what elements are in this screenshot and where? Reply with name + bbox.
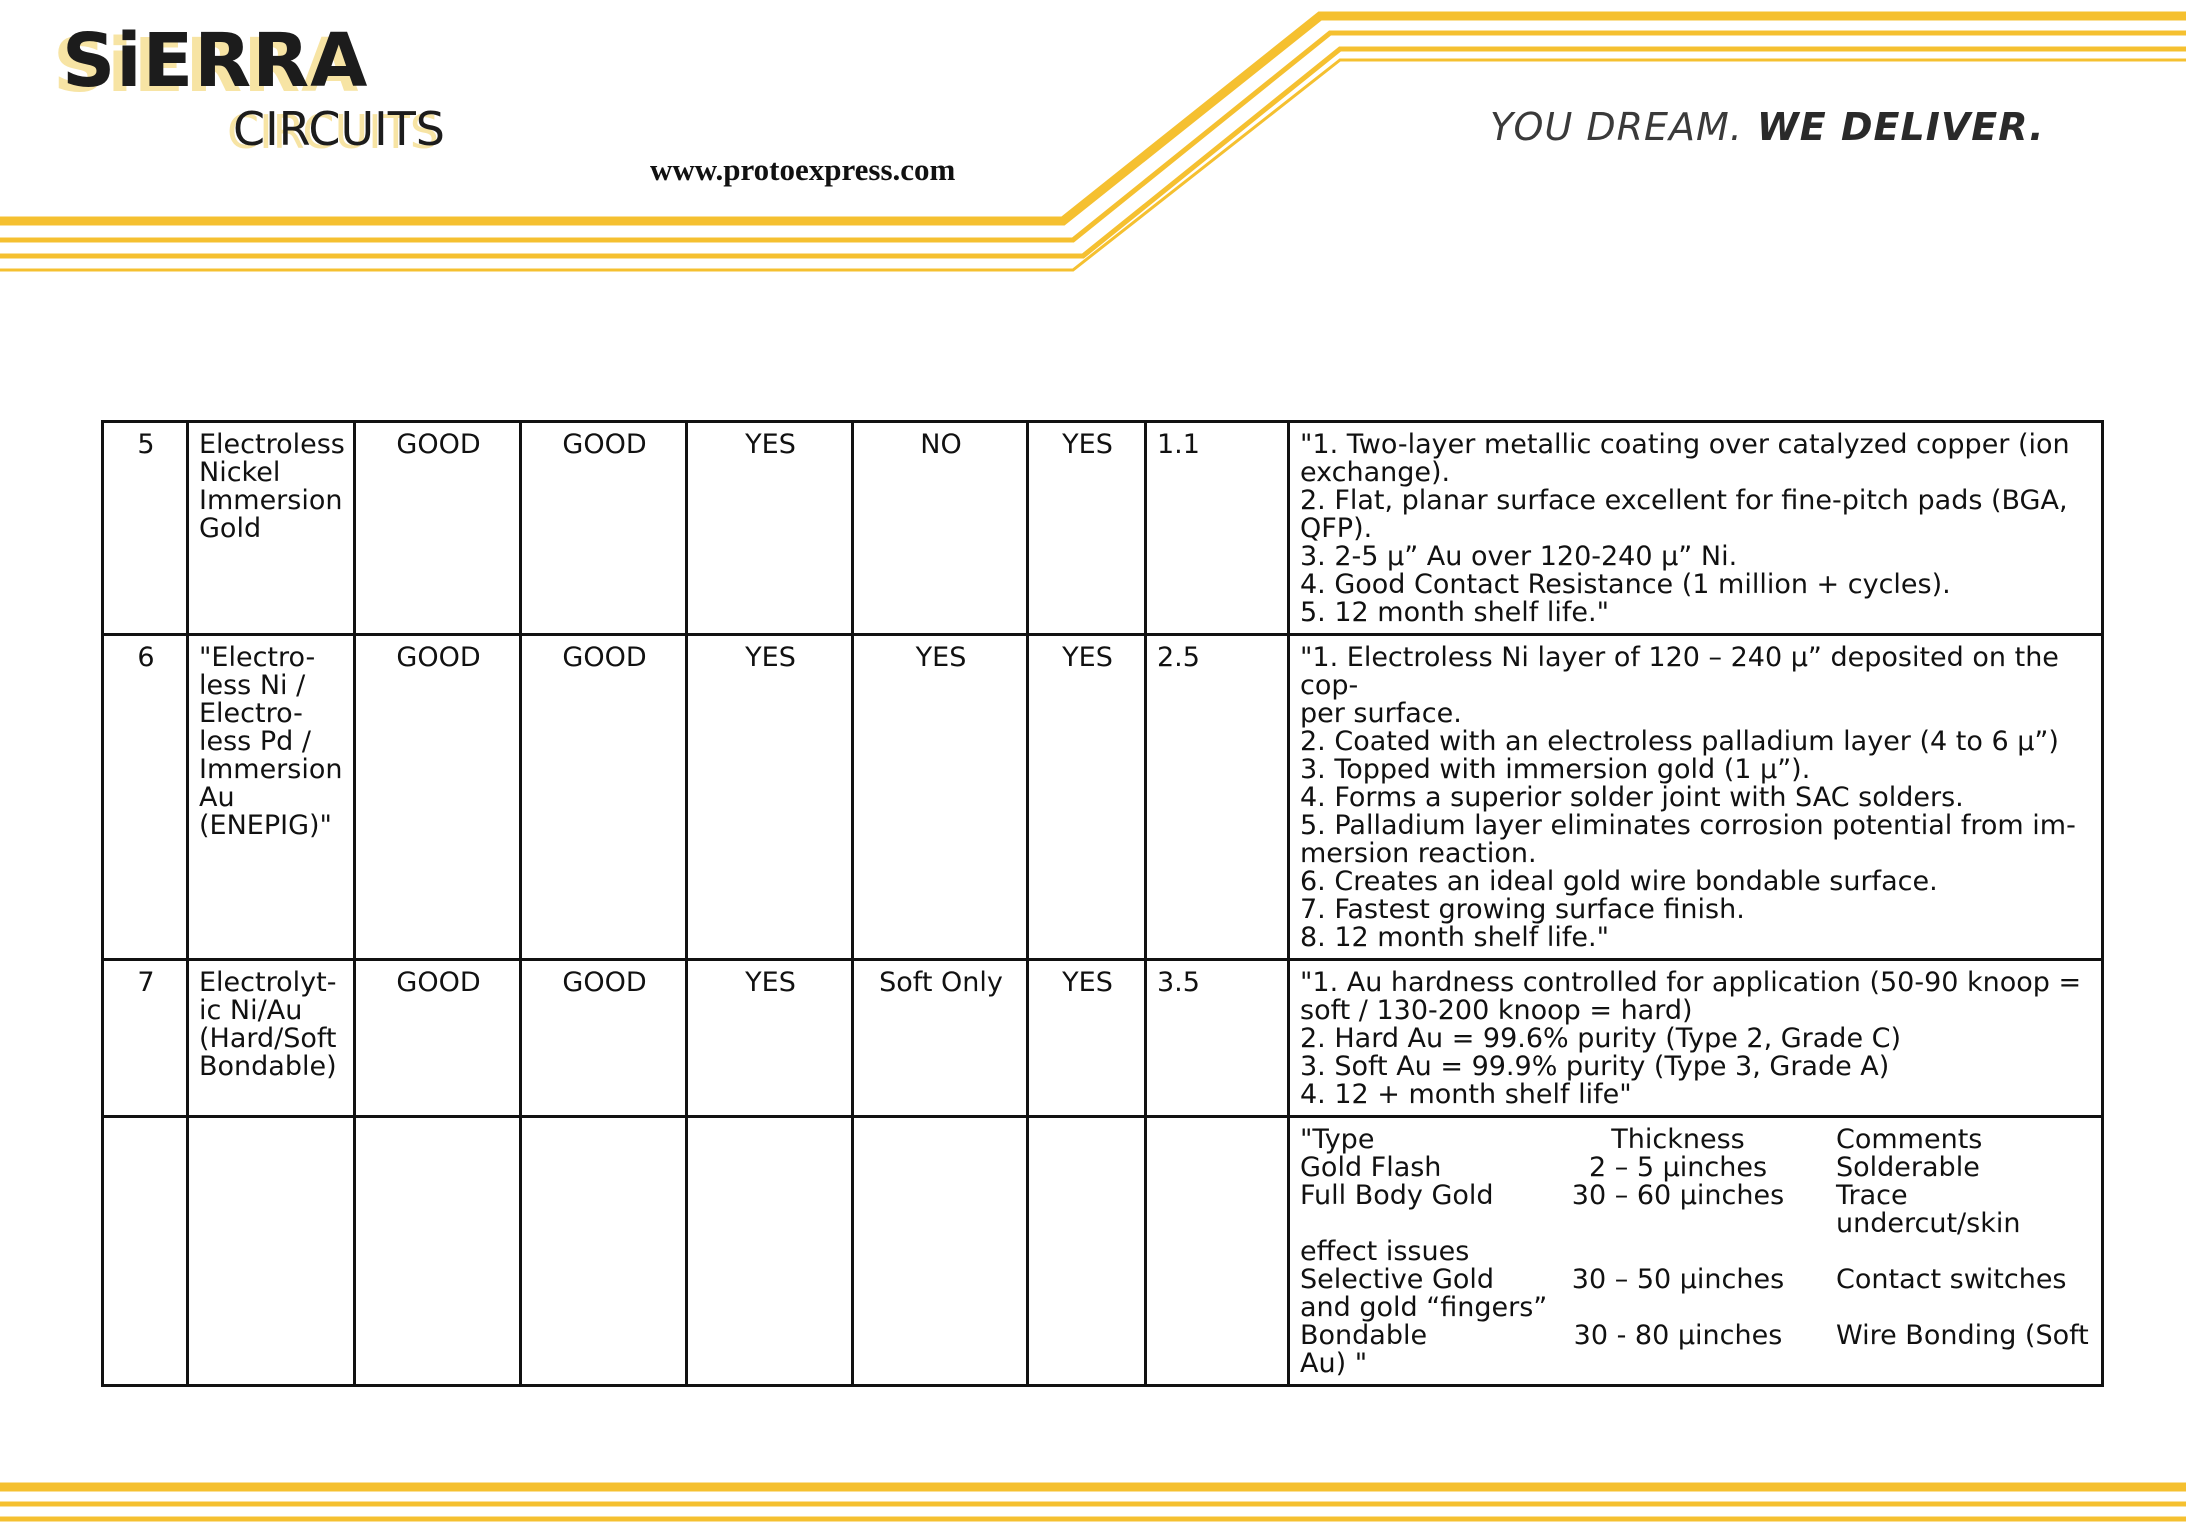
gold-thickness-table [1300, 1126, 2093, 1378]
empty-cell [1146, 1117, 1289, 1386]
gold-thickness: 30 - 80 µinches [1573, 1320, 1783, 1351]
gold-table-row [1300, 1294, 2093, 1322]
gold-type: Full Body Gold [1300, 1180, 1494, 1211]
rating-cell: YES [687, 422, 853, 635]
rating-cell: YES [853, 635, 1028, 960]
rating-cell: GOOD [521, 635, 687, 960]
gold-header-type: "Type [1300, 1124, 1375, 1155]
rating-cell: GOOD [521, 422, 687, 635]
row-number: 5 [103, 422, 188, 635]
logo-circuits-text: CIRCUITS [233, 102, 446, 156]
gold-thickness [1550, 1350, 1806, 1378]
table-row [103, 1117, 2103, 1386]
website-url[interactable]: www.protoexpress.com [650, 152, 956, 187]
rating-cell: GOOD [355, 960, 521, 1117]
notes-cell: "1. Electroless Ni layer of 120 – 240 μ” deposited on the cop- per surface. 2. Coated with an electroless palladium layer (4 to 6 μ”) 3. Topped with immersion gold (1 μ”). 4. Forms a superior solder joint with SAC solders. 5. Palladium layer eliminates corrosion potential from im- mersion reaction. 6. Creates an ideal gold wire bondable surface. 7. Fastest growing surface finish. 8. 12 month shelf life." [1289, 635, 2103, 960]
gold-comment [1806, 1238, 2093, 1266]
gold-table-row [1300, 1350, 2093, 1378]
tagline-part1: YOU DREAM. [1490, 105, 1743, 149]
rating-cell: YES [687, 635, 853, 960]
tagline [1490, 105, 2045, 149]
rating-cell: YES [1028, 422, 1146, 635]
gold-thickness: 30 – 50 µinches [1571, 1264, 1785, 1295]
table-row [103, 422, 2103, 635]
gold-comment: Wire Bonding (Soft [1836, 1320, 2089, 1351]
finish-name: Electroless Nickel Immersion Gold [188, 422, 355, 635]
gold-table-row [1300, 1154, 2093, 1182]
gold-type: Selective Gold [1300, 1264, 1495, 1295]
gold-comment: Trace undercut/skin [1836, 1180, 2021, 1239]
gold-comment [1806, 1350, 2093, 1378]
empty-cell [687, 1117, 853, 1386]
gold-table-row [1300, 1322, 2093, 1350]
cost-cell: 3.5 [1146, 960, 1289, 1117]
empty-cell [1028, 1117, 1146, 1386]
gold-thickness: 2 – 5 µinches [1588, 1152, 1768, 1183]
rating-cell: YES [1028, 635, 1146, 960]
gold-type: effect issues [1300, 1236, 1470, 1267]
gold-comment [1806, 1294, 2093, 1322]
notes-cell: "1. Two-layer metallic coating over catalyzed copper (ion exchange). 2. Flat, planar surface excellent for fine-pitch pads (BGA, QFP). 3. 2-5 μ” Au over 120-240 μ” Ni. 4. Good Contact Resistance (1 million + cycles). 5. 12 month shelf life." [1289, 422, 2103, 635]
rating-cell: NO [853, 422, 1028, 635]
row-number: 6 [103, 635, 188, 960]
surface-finish-table [101, 420, 2104, 1387]
finish-name: "Electro- less Ni / Electro- less Pd / Immersion Au (ENEPIG)" [188, 635, 355, 960]
tagline-part2: WE DELIVER. [1756, 105, 2045, 149]
gold-type: Au) " [1300, 1348, 1368, 1379]
gold-header-thickness: Thickness [1611, 1124, 1745, 1155]
gold-type: and gold “fingers” [1300, 1292, 1548, 1323]
gold-table-row [1300, 1182, 2093, 1238]
table-row [103, 635, 2103, 960]
gold-thickness [1550, 1238, 1806, 1266]
finish-name: Electrolyt- ic Ni/Au (Hard/Soft Bondable) [188, 960, 355, 1117]
gold-header-comments: Comments [1836, 1124, 1983, 1155]
gold-thickness [1550, 1294, 1806, 1322]
gold-comment: Contact switches [1836, 1264, 2067, 1295]
empty-cell [103, 1117, 188, 1386]
rating-cell: Soft Only [853, 960, 1028, 1117]
rating-cell: GOOD [521, 960, 687, 1117]
gold-table-row [1300, 1266, 2093, 1294]
rating-cell: GOOD [355, 422, 521, 635]
gold-type: Bondable [1300, 1320, 1428, 1351]
rating-cell: GOOD [355, 635, 521, 960]
logo-sierra-text: SiERRA [62, 18, 369, 104]
gold-thickness: 30 – 60 µinches [1571, 1180, 1785, 1211]
gold-type: Gold Flash [1300, 1152, 1442, 1183]
rating-cell: YES [687, 960, 853, 1117]
empty-cell [355, 1117, 521, 1386]
row-number: 7 [103, 960, 188, 1117]
gold-thickness-notes [1289, 1117, 2103, 1386]
empty-cell [521, 1117, 687, 1386]
gold-comment: Solderable [1836, 1152, 1980, 1183]
cost-cell: 1.1 [1146, 422, 1289, 635]
empty-cell [188, 1117, 355, 1386]
notes-cell: "1. Au hardness controlled for application (50-90 knoop = soft / 130-200 knoop = hard) 2. Hard Au = 99.6% purity (Type 2, Grade C) 3. Soft Au = 99.9% purity (Type 3, Grade A) 4. 12 + month shelf life" [1289, 960, 2103, 1117]
cost-cell: 2.5 [1146, 635, 1289, 960]
gold-table-header [1300, 1126, 2093, 1154]
gold-table-row [1300, 1238, 2093, 1266]
empty-cell [853, 1117, 1028, 1386]
rating-cell: YES [1028, 960, 1146, 1117]
table-row [103, 960, 2103, 1117]
